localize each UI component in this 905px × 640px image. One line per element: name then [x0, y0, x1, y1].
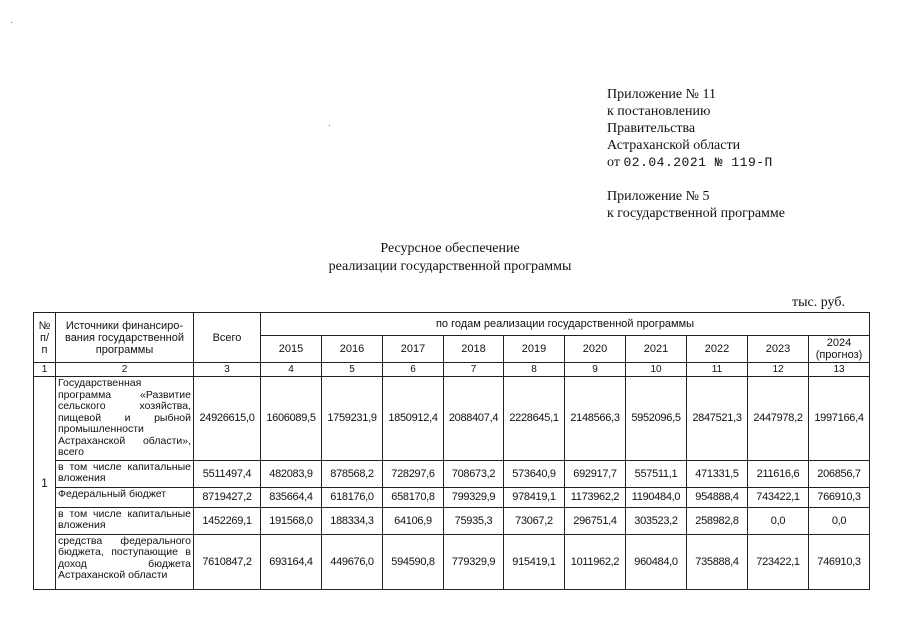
- value-total: 7610847,2: [194, 534, 261, 589]
- column-number: 8: [504, 363, 565, 377]
- header-year: 2018: [444, 336, 504, 363]
- resource-table: [33, 312, 870, 590]
- header-year: 2023: [748, 336, 809, 363]
- value-2020: 2148566,3: [565, 377, 626, 461]
- column-number: 1: [34, 363, 56, 377]
- value-2020: 1173962,2: [565, 487, 626, 507]
- scan-speck: [329, 125, 330, 126]
- value-total: 8719427,2: [194, 487, 261, 507]
- value-total: 5511497,4: [194, 460, 261, 487]
- column-number: 9: [565, 363, 626, 377]
- value-2020: 692917,7: [565, 460, 626, 487]
- column-number: 11: [687, 363, 748, 377]
- header-year: 2015: [261, 336, 322, 363]
- value-2022: 258982,8: [687, 507, 748, 534]
- row-label: средства федерального бюджета, поступающие в доход бюджета Астраханской области: [56, 534, 194, 589]
- value-2019: 915419,1: [504, 534, 565, 589]
- value-2023: 743422,1: [748, 487, 809, 507]
- value-2021: 960484,0: [626, 534, 687, 589]
- document-title: [300, 240, 600, 276]
- header-year: 2017: [383, 336, 444, 363]
- value-2022: 2847521,3: [687, 377, 748, 461]
- value-2023: 723422,1: [748, 534, 809, 589]
- row-label: Федеральный бюджет: [56, 487, 194, 507]
- row-label: Государственная программа «Развитие сельского хозяйства, пищевой и рыбной промышленности Астраханской области», всего: [56, 377, 194, 461]
- column-number: 12: [748, 363, 809, 377]
- annex-region: Астраханской области: [607, 138, 741, 153]
- table-row: [34, 507, 870, 534]
- value-2021: 303523,2: [626, 507, 687, 534]
- title-line-2: реализации государственной программы: [328, 259, 572, 274]
- units-label: тыс. руб.: [792, 295, 845, 310]
- header-year: 2016: [322, 336, 383, 363]
- value-2017: 728297,6: [383, 460, 444, 487]
- column-number: 3: [194, 363, 261, 377]
- value-2017: 594590,8: [383, 534, 444, 589]
- value-2016: 449676,0: [322, 534, 383, 589]
- column-number: 6: [383, 363, 444, 377]
- header-year: 2019: [504, 336, 565, 363]
- value-2022: 954888,4: [687, 487, 748, 507]
- row-label: в том числе капитальные вложения: [56, 507, 194, 534]
- annex-program-ref: к государственной программе: [607, 206, 785, 221]
- value-2023: 2447978,2: [748, 377, 809, 461]
- value-2020: 296751,4: [565, 507, 626, 534]
- table-row: [34, 377, 870, 461]
- value-2019: 978419,1: [504, 487, 565, 507]
- value-2018: 779329,9: [444, 534, 504, 589]
- value-2018: 799329,9: [444, 487, 504, 507]
- value-2017: 1850912,4: [383, 377, 444, 461]
- value-2021: 557511,1: [626, 460, 687, 487]
- value-2017: 64106,9: [383, 507, 444, 534]
- value-2016: 878568,2: [322, 460, 383, 487]
- value-2016: 618176,0: [322, 487, 383, 507]
- value-total: 24926615,0: [194, 377, 261, 461]
- header-source: Источники финансиро-вания государственной программы: [56, 313, 194, 363]
- value-2018: 708673,2: [444, 460, 504, 487]
- annex-authority: Правительства: [607, 121, 696, 136]
- row-index: 1: [34, 377, 56, 590]
- decree-prefix: от: [607, 155, 620, 170]
- value-2023: 211616,6: [748, 460, 809, 487]
- value-2016: 188334,3: [322, 507, 383, 534]
- value-2015: 191568,0: [261, 507, 322, 534]
- value-2024: 0,0: [809, 507, 870, 534]
- column-number: 4: [261, 363, 322, 377]
- title-line-1: Ресурсное обеспечение: [380, 241, 520, 256]
- table-row: [34, 534, 870, 589]
- value-2015: 1606089,5: [261, 377, 322, 461]
- header-num: № п/ п: [34, 313, 56, 363]
- header-year: 2022: [687, 336, 748, 363]
- annex-title: Приложение № 11: [607, 87, 716, 102]
- column-number-row: [34, 363, 870, 377]
- value-2020: 1011962,2: [565, 534, 626, 589]
- value-2022: 471331,5: [687, 460, 748, 487]
- value-2018: 2088407,4: [444, 377, 504, 461]
- value-total: 1452269,1: [194, 507, 261, 534]
- annex-ref: к постановлению: [607, 104, 711, 119]
- column-number: 5: [322, 363, 383, 377]
- annex-decree: [607, 154, 785, 171]
- annex-block: [607, 86, 785, 222]
- scan-speck: [11, 22, 12, 23]
- table-row: [34, 460, 870, 487]
- value-2015: 482083,9: [261, 460, 322, 487]
- value-2015: 835664,4: [261, 487, 322, 507]
- value-2019: 2228645,1: [504, 377, 565, 461]
- column-number: 10: [626, 363, 687, 377]
- value-2016: 1759231,9: [322, 377, 383, 461]
- header-year: 2021: [626, 336, 687, 363]
- column-number: 2: [56, 363, 194, 377]
- value-2023: 0,0: [748, 507, 809, 534]
- table-row: [34, 487, 870, 507]
- value-2021: 5952096,5: [626, 377, 687, 461]
- header-year: 2020: [565, 336, 626, 363]
- value-2019: 573640,9: [504, 460, 565, 487]
- value-2024: 206856,7: [809, 460, 870, 487]
- value-2019: 73067,2: [504, 507, 565, 534]
- value-2015: 693164,4: [261, 534, 322, 589]
- column-number: 13: [809, 363, 870, 377]
- value-2017: 658170,8: [383, 487, 444, 507]
- decree-date-number: 02.04.2021 № 119-П: [623, 155, 773, 170]
- value-2024: 766910,3: [809, 487, 870, 507]
- header-year: 2024 (прогноз): [809, 336, 870, 363]
- column-number: 7: [444, 363, 504, 377]
- header-total: Всего: [194, 313, 261, 363]
- value-2024: 1997166,4: [809, 377, 870, 461]
- value-2018: 75935,3: [444, 507, 504, 534]
- row-label: в том числе капитальные вложения: [56, 460, 194, 487]
- annex-program-number: Приложение № 5: [607, 189, 710, 204]
- value-2024: 746910,3: [809, 534, 870, 589]
- header-by-years: по годам реализации государственной программы: [261, 313, 870, 336]
- value-2021: 1190484,0: [626, 487, 687, 507]
- value-2022: 735888,4: [687, 534, 748, 589]
